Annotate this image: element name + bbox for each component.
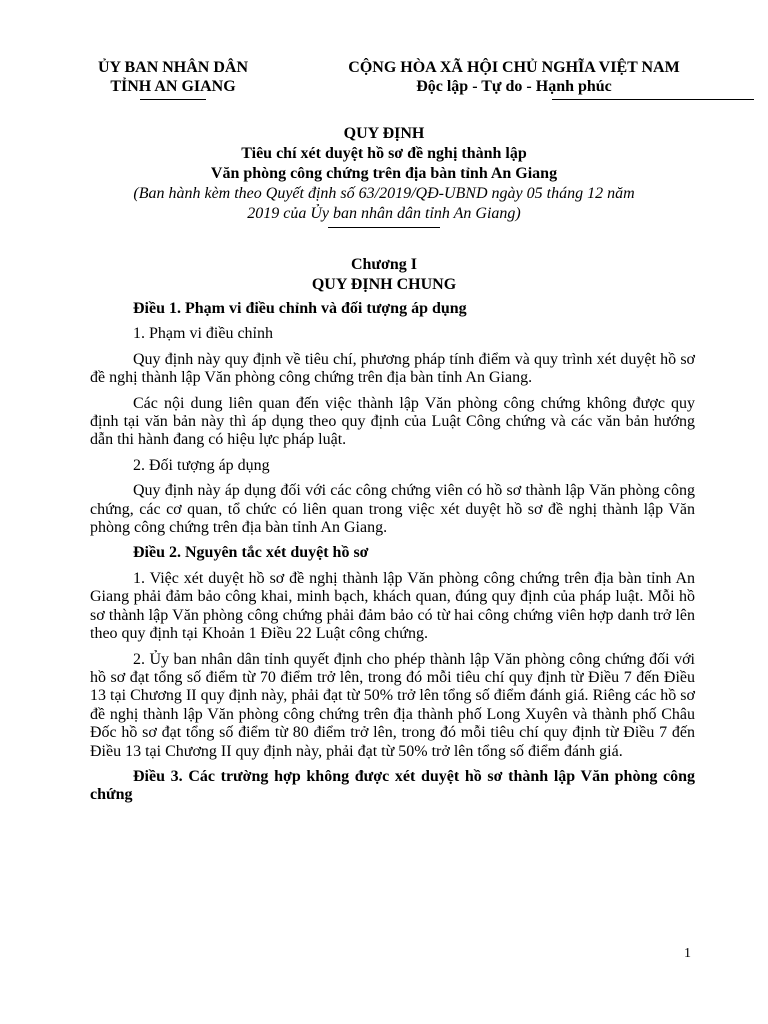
national-motto bbox=[322, 58, 706, 100]
title-underline bbox=[328, 227, 440, 228]
chapter-name: QUY ĐỊNH CHUNG bbox=[311, 276, 457, 293]
chapter-heading bbox=[100, 255, 668, 295]
article-heading: Điều 1. Phạm vi điều chỉnh và đối tượng áp dụng bbox=[133, 300, 467, 317]
page-number: 1 bbox=[684, 946, 691, 961]
motto-underline bbox=[552, 99, 754, 100]
issuing-agency bbox=[78, 58, 268, 100]
section-heading: 1. Phạm vi điều chỉnh bbox=[133, 325, 273, 343]
paragraph: 1. Việc xét duyệt hồ sơ đề nghị thành lập Văn phòng công chứng trên địa bàn tỉnh An Giang phải đảm bảo công khai, minh bạch, khách quan, đúng quy định của pháp luật. Mỗi hồ sơ thành lập Văn phòng công chứng phải đảm bảo có từ hai công chứng viên hợp danh trở lên theo quy định tại Khoản 1 Điều 22 Luật công chứng. bbox=[90, 569, 695, 643]
paragraph: 2. Ủy ban nhân dân tỉnh quyết định cho phép thành lập Văn phòng công chứng đối với hồ sơ đạt tổng số điểm từ 70 điểm trở lên, trong đó mỗi tiêu chí quy định từ Điều 7 đến Điều 13 tại Chương II quy định này, phải đạt từ 50% trở lên tổng số điểm đánh giá. Riêng các hồ sơ đề nghị thành lập Văn phòng công chứng trên địa thành phố Long Xuyên và thành phố Châu Đốc hồ sơ đạt tổng số điểm từ 80 điểm trở lên, trong đó mỗi tiêu chí quy định từ Điều 7 đến Điều 13 tại Chương II quy định này, phải đạt từ 50% trở lên tổng số điểm đánh giá. bbox=[90, 650, 695, 760]
issuance-note-2: 2019 của Ủy ban nhân dân tỉnh An Giang) bbox=[247, 205, 521, 222]
document-body bbox=[90, 300, 695, 812]
paragraph: Quy định này áp dụng đối với các công chứng viên có hồ sơ thành lập Văn phòng công chứng, các cơ quan, tổ chức có liên quan trong việc xét duyệt hồ sơ đề nghị thành lập Văn phòng công chứng trên địa bàn tỉnh An Giang. bbox=[90, 482, 695, 537]
agency-name: ỦY BAN NHÂN DÂN bbox=[97, 59, 249, 76]
agency-underline bbox=[140, 99, 206, 100]
document-subtitle-1: Tiêu chí xét duyệt hồ sơ đề nghị thành lập bbox=[241, 145, 527, 162]
document-title: QUY ĐỊNH bbox=[343, 125, 425, 142]
document-title-block bbox=[100, 124, 668, 228]
country-name: CỘNG HÒA XÃ HỘI CHỦ NGHĨA VIỆT NAM bbox=[348, 59, 680, 76]
paragraph: Quy định này quy định về tiêu chí, phương pháp tính điểm và quy trình xét duyệt hồ sơ đề nghị thành lập Văn phòng công chứng trên địa bàn tỉnh An Giang. bbox=[90, 350, 695, 387]
issuance-note-1: (Ban hành kèm theo Quyết định số 63/2019/QĐ-UBND ngày 05 tháng 12 năm bbox=[133, 185, 635, 202]
article-heading: Điều 2. Nguyên tắc xét duyệt hồ sơ bbox=[133, 544, 369, 562]
article-heading: Điều 3. Các trường hợp không được xét duyệt hồ sơ thành lập Văn phòng công chứng bbox=[90, 767, 695, 804]
motto-text: Độc lập - Tự do - Hạnh phúc bbox=[416, 78, 612, 95]
section-heading: 2. Đối tượng áp dụng bbox=[133, 456, 270, 474]
chapter-label: Chương I bbox=[350, 256, 418, 273]
paragraph: Các nội dung liên quan đến việc thành lập Văn phòng công chứng không được quy định tại văn bản này thì áp dụng theo quy định của Luật Công chứng và các văn bản hướng dẫn thi hành đang có hiệu lực pháp luật. bbox=[90, 394, 695, 449]
agency-province: TỈNH AN GIANG bbox=[110, 78, 236, 95]
document-subtitle-2: Văn phòng công chứng trên địa bàn tỉnh An Giang bbox=[210, 165, 558, 182]
